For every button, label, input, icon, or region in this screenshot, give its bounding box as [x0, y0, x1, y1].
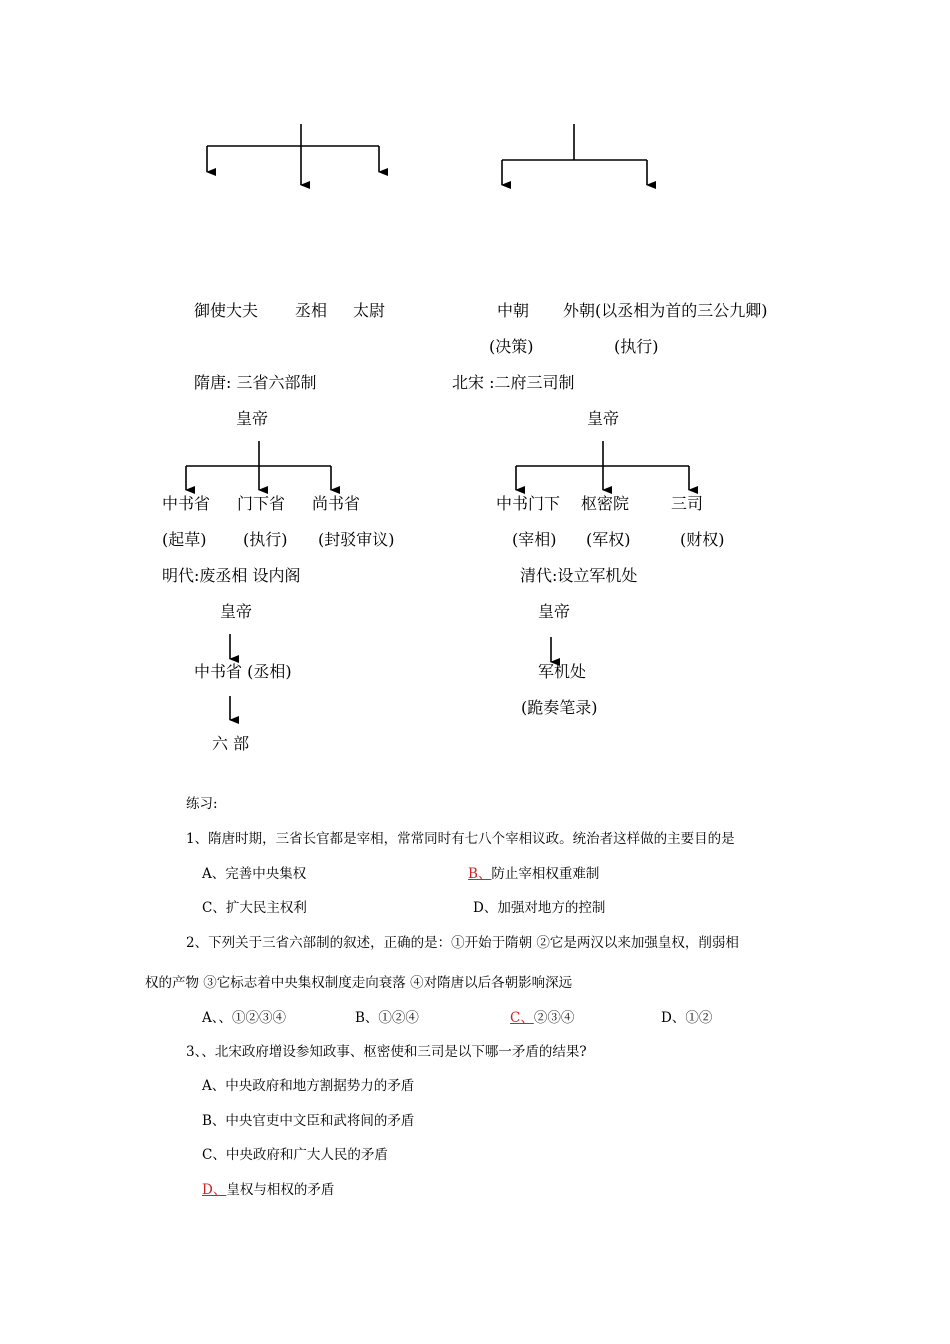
ming-bottom: 六 部 [212, 734, 250, 753]
qing-title: 清代:设立军机处 [520, 566, 638, 585]
suitang-label-menxia: 门下省 [237, 494, 286, 513]
q1-option-c: C、扩大民主权利 [202, 900, 307, 916]
q1-stem: 1、隋唐时期，三省长官都是宰相，常常同时有七八个宰相议政。统治者这样做的主要目的是 [186, 831, 735, 847]
beisong-label-shumiyuan: 枢密院 [581, 494, 630, 513]
beisong-label-zhongshumenxia: 中书门下 [496, 494, 561, 513]
qing-emperor: 皇帝 [538, 602, 571, 621]
q2-stem-line1: 2、下列关于三省六部制的叙述，正确的是：①开始于隋朝 ②它是两汉以来加强皇权，削弱相 [186, 935, 739, 951]
q2-option-d: D、①② [661, 1010, 713, 1026]
suitang-note-qicao: (起草) [162, 530, 207, 549]
q2-stem-line2: 权的产物 ③它标志着中央集权制度走向衰落 ④对隋唐以后各朝影响深远 [145, 975, 573, 991]
zhongchao-label: 中朝 [497, 301, 530, 320]
beisong-connector [516, 441, 689, 490]
beisong-label-sansi: 三司 [671, 494, 704, 513]
suitang-label-shangshu: 尚书省 [312, 494, 361, 513]
ming-title: 明代:废丞相 设内阁 [162, 566, 301, 585]
exercise-heading: 练习: [186, 796, 218, 812]
zhongchao-note: (决策) [489, 337, 534, 356]
han-label-chengxiang: 丞相 [295, 301, 328, 320]
ming-emperor: 皇帝 [220, 602, 253, 621]
q3-option-c: C、中央政府和广大人民的矛盾 [202, 1147, 388, 1163]
beisong-emperor: 皇帝 [587, 409, 620, 428]
qing-note: (跪奏笔录) [521, 698, 598, 717]
han-label-taiwei: 太尉 [353, 301, 386, 320]
q2-option-a: A、、①②③④ [202, 1010, 286, 1026]
ming-mid: 中书省 (丞相) [194, 662, 292, 681]
beisong-note-zaixiang: (宰相) [512, 530, 557, 549]
q3-option-b: B、中央官吏中文臣和武将间的矛盾 [202, 1113, 415, 1129]
suitang-note-zhixing: (执行) [243, 530, 288, 549]
zhongwai-connector [502, 124, 647, 185]
beisong-note-junquan: (军权) [586, 530, 631, 549]
q3-option-d: D、皇权与相权的矛盾 [202, 1182, 335, 1198]
q1-answer-mark: B、 [468, 866, 492, 882]
han-connector [207, 124, 379, 185]
q3-answer-mark: D、 [202, 1182, 227, 1198]
suitang-label-zhongshu: 中书省 [162, 494, 211, 513]
waichao-note: (执行) [614, 337, 659, 356]
q2-option-b: B、①②④ [355, 1010, 419, 1026]
han-label-yushi: 御使大夫 [194, 301, 259, 320]
q1-option-d: D、加强对地方的控制 [473, 900, 606, 916]
beisong-title: 北宋 :二府三司制 [452, 373, 575, 392]
q3-option-a: A、中央政府和地方割据势力的矛盾 [202, 1078, 415, 1094]
beisong-note-caiquan: (财权) [680, 530, 725, 549]
suitang-connector [186, 441, 331, 490]
q2-answer-mark: C、 [510, 1010, 534, 1026]
waichao-label: 外朝(以丞相为首的三公九卿) [563, 301, 768, 320]
suitang-title: 隋唐: 三省六部制 [194, 373, 317, 392]
suitang-emperor: 皇帝 [236, 409, 269, 428]
q1-option-a: A、完善中央集权 [202, 866, 307, 882]
q3-stem: 3、、北宋政府增设参知政事、枢密使和三司是以下哪一矛盾的结果? [186, 1044, 587, 1060]
qing-mid: 军机处 [538, 662, 587, 681]
q1-option-b: B、防止宰相权重难制 [468, 866, 600, 882]
q2-option-c: C、②③④ [510, 1010, 575, 1026]
suitang-note-fengbo: (封驳审议) [318, 530, 395, 549]
